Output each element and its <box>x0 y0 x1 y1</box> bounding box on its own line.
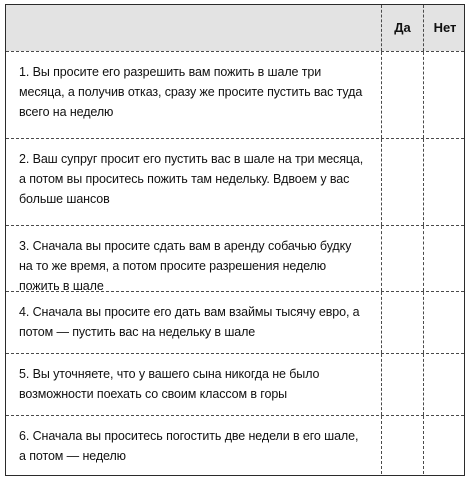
no-answer-cell[interactable] <box>423 139 466 225</box>
question-row-5 <box>6 353 464 415</box>
question-row-4 <box>6 291 464 353</box>
question-cell <box>6 52 381 138</box>
question-text: 4. Сначала вы просите его дать вам взаймы тысячу евро, а потом — пустить вас на недельку в шале <box>19 305 360 339</box>
yes-answer-cell[interactable] <box>381 354 423 415</box>
question-cell <box>6 139 381 225</box>
question-row-3 <box>6 225 464 291</box>
no-answer-cell[interactable] <box>423 416 466 474</box>
question-text: 1. Вы просите его разрешить вам пожить в шале три месяца, а получив отказ, сразу же просите пустить вас туда всего на неделю <box>19 65 363 119</box>
question-cell <box>6 354 381 415</box>
yes-answer-cell[interactable] <box>381 226 423 291</box>
question-cell <box>6 416 381 474</box>
no-answer-cell[interactable] <box>423 292 466 353</box>
header-no-cell <box>423 5 466 51</box>
header-yes-label: Да <box>394 20 411 35</box>
table-header-row <box>6 5 464 51</box>
header-question-cell <box>6 5 381 51</box>
header-yes-cell <box>381 5 423 51</box>
question-text: 5. Вы уточняете, что у вашего сына никогда не было возможности поехать со своим классом в горы <box>19 367 320 401</box>
question-text: 6. Сначала вы проситесь погостить две недели в его шале, а потом — неделю <box>19 429 359 463</box>
yes-answer-cell[interactable] <box>381 292 423 353</box>
question-text: 3. Сначала вы просите сдать вам в аренду собачью будку на то же время, а потом просите разрешения неделю пожить в шале <box>19 239 352 293</box>
question-cell <box>6 292 381 353</box>
no-answer-cell[interactable] <box>423 52 466 138</box>
no-answer-cell[interactable] <box>423 226 466 291</box>
yes-answer-cell[interactable] <box>381 139 423 225</box>
question-cell <box>6 226 381 291</box>
question-row-6 <box>6 415 464 474</box>
question-row-2 <box>6 138 464 225</box>
no-answer-cell[interactable] <box>423 354 466 415</box>
quiz-table <box>5 4 465 476</box>
header-no-label: Нет <box>433 20 457 35</box>
question-row-1 <box>6 51 464 138</box>
question-text: 2. Ваш супруг просит его пустить вас в шале на три месяца, а потом вы проситесь пожить там недельку. Вдвоем у вас больше шансов <box>19 152 364 206</box>
yes-answer-cell[interactable] <box>381 416 423 474</box>
yes-answer-cell[interactable] <box>381 52 423 138</box>
